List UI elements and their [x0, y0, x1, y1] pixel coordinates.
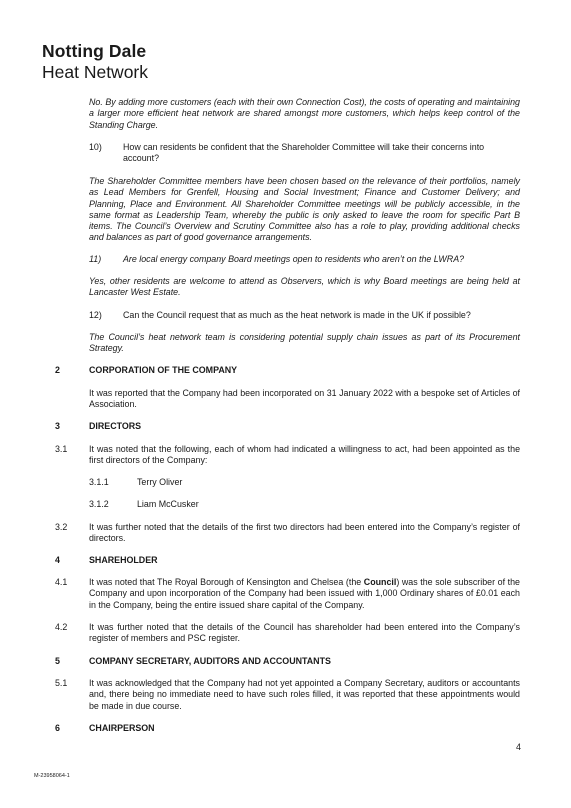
section-title: CHAIRPERSON [89, 723, 155, 733]
question-number: 12) [89, 310, 102, 320]
question-number: 11) [89, 254, 102, 264]
section-number: 3 [55, 421, 60, 431]
paragraph-text: It was further noted that the details of the Council has shareholder had been entered into the Company’s register of members and PSC register. [89, 622, 520, 644]
director-number: 3.1.2 [89, 499, 109, 509]
paragraph-number: 3.1 [55, 444, 68, 454]
paragraph-number: 4.1 [55, 577, 68, 587]
answer-text: Yes, other residents are welcome to attend as Observers, which is why Board meetings are being held at Lancaster West Estate. [89, 276, 520, 298]
paragraph-number: 5.1 [55, 678, 68, 688]
paragraph-text: It was acknowledged that the Company had not yet appointed a Company Secretary, auditors or accountants and, there being no immediate need to have such roles filled, it was reported that these appointments would be made in due course. [89, 678, 520, 711]
intro-answer: No. By adding more customers (each with their own Connection Cost), the costs of operating and maintaining a larger more efficient heat network are shared amongst more customers, which helps keep control of the Standing Charge. [89, 97, 520, 130]
document-reference: M-23958064-1 [34, 773, 70, 779]
section-text: It was reported that the Company had been incorporated on 31 January 2022 with a bespoke set of Articles of Association. [89, 388, 520, 410]
section-title: SHAREHOLDER [89, 555, 158, 565]
answer-text: The Shareholder Committee members have been chosen based on the relevance of their portfolios, namely as Lead Members for Grenfell, Housing and Social Investment; Finance and Customer Delivery; and Planning, Place and Environment. All Shareholder Committee meetings will be publicly accessible, in the same format as Leadership Team, whereby the public is only asked to leave the room for specific Part B items. The Council’s Overview and Scrutiny Committee also has a role to play, providing additional checks and balances as part of good governance arrangements. [89, 176, 520, 243]
section-title: DIRECTORS [89, 421, 142, 431]
section-number: 5 [55, 656, 60, 666]
paragraph-text-pre: It was noted that The Royal Borough of Kensington and Chelsea (the [89, 577, 364, 587]
director-name: Liam McCusker [137, 499, 199, 509]
director-name: Terry Oliver [137, 477, 183, 487]
question-number: 10) [89, 142, 102, 152]
paragraph-text [89, 577, 520, 611]
paragraph-text-post: ) was the sole subscriber of the Company and upon incorporation of the Company had been issued with 1,000 Ordinary shares of £0.01 each in the Company, being the entire issued share capital of the Company. [89, 577, 520, 610]
paragraph-text: It was further noted that the details of the first two directors had been entered into the Company’s register of directors. [89, 522, 520, 544]
defined-term-council: Council [363, 577, 397, 587]
logo-line2: Heat Network [42, 62, 149, 82]
logo-line1: Notting Dale [42, 41, 147, 61]
page-number: 4 [515, 742, 521, 752]
section-number: 4 [55, 555, 60, 565]
section-title: CORPORATION OF THE COMPANY [89, 365, 238, 375]
answer-text: The Council’s heat network team is considering potential supply chain issues as part of its Procurement Strategy. [89, 332, 520, 354]
director-number: 3.1.1 [89, 477, 109, 487]
paragraph-text: It was noted that the following, each of whom had indicated a willingness to act, had been appointed as the first directors of the Company: [89, 444, 520, 466]
section-number: 6 [55, 723, 60, 733]
paragraph-number: 3.2 [55, 522, 68, 532]
paragraph-number: 4.2 [55, 622, 68, 632]
question-text: Are local energy company Board meetings open to residents who aren’t on the LWRA? [123, 254, 465, 264]
section-number: 2 [55, 365, 60, 375]
section-title: COMPANY SECRETARY, AUDITORS AND ACCOUNTANTS [89, 656, 331, 666]
question-text: Can the Council request that as much as the heat network is made in the UK if possible? [123, 310, 471, 320]
question-text: How can residents be confident that the Shareholder Committee will take their concerns into account? [123, 142, 485, 164]
